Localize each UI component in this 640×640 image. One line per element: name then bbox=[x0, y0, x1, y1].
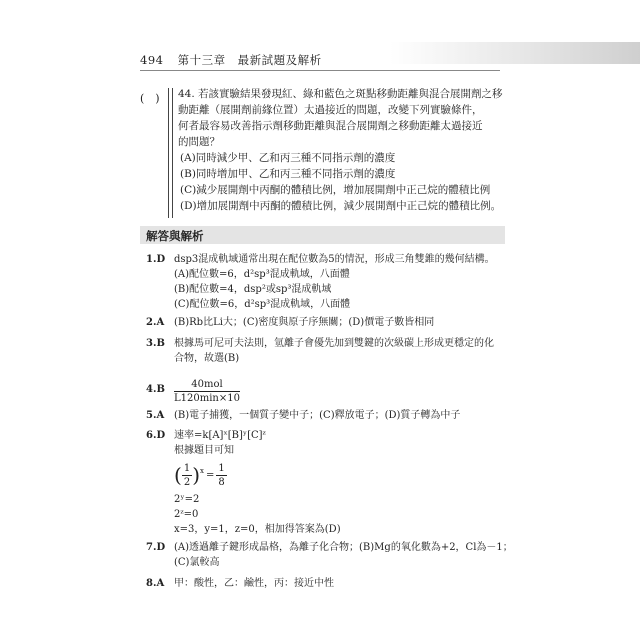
answer-line: (B)配位數=4，dsp²或sp³混成軌域 bbox=[174, 284, 332, 295]
answer-number: 3.B bbox=[146, 338, 165, 349]
fraction bbox=[216, 462, 226, 489]
answer-number: 4.B bbox=[146, 384, 165, 395]
answer-number: 8.A bbox=[146, 578, 165, 589]
question-line: 的問題？ bbox=[178, 136, 220, 148]
answer-line: (C)氯較高 bbox=[174, 557, 220, 568]
fraction-denominator: L120min×10 bbox=[174, 393, 240, 404]
question-line: 何者最容易改善指示劑移動距離與混合展開劑之移動距離太過接近 bbox=[178, 120, 483, 132]
option-b: (B)同時增加甲、乙和丙三種不同指示劑的濃度 bbox=[180, 168, 396, 180]
answer-line: dsp3混成軌域通常出現在配位數為5的情況，形成三角雙錐的幾何結構。 bbox=[174, 254, 495, 265]
answer-number: 5.A bbox=[146, 410, 165, 421]
answer-number: 1.D bbox=[146, 254, 166, 265]
answer-line: 合物，故選(B) bbox=[174, 353, 240, 364]
question-margin-bars bbox=[168, 88, 173, 218]
option-c: (C)減少展開劑中丙酮的體積比例，增加展開劑中正己烷的體積比例 bbox=[180, 184, 491, 196]
answer-line: 2ᶻ=0 bbox=[174, 509, 199, 520]
question-line: 動距離（展開劑前緣位置）太過接近的問題，改變下列實驗條件， bbox=[178, 104, 483, 116]
question-line: 44. 若該實驗結果發現紅、綠和藍色之斑點移動距離與混合展開劑之移 bbox=[178, 88, 503, 100]
page-header bbox=[140, 52, 322, 68]
equation: ( $\frac{1}{2}$ ) $^x$ = $\frac{1}{8}$ bbox=[174, 462, 225, 488]
answer-line: (B)Rb比Li大；(C)密度與原子序無關；(D)價電子數皆相同 bbox=[174, 317, 435, 328]
answer-line: 2ʸ=2 bbox=[174, 494, 200, 505]
answer-line: (B)電子捕獲，一個質子變中子；(C)釋放電子；(D)質子轉為中子 bbox=[174, 410, 461, 421]
fraction bbox=[174, 378, 240, 405]
answer-line: 甲：酸性，乙：鹼性，丙：接近中性 bbox=[174, 578, 334, 589]
answer-line: (C)配位數=6，d²sp³混成軌域，八面體 bbox=[174, 299, 351, 310]
answer-line: 速率=k[A]ˣ[B]ʸ[C]ᶻ bbox=[174, 430, 266, 441]
header-gradient bbox=[390, 42, 640, 64]
option-d: (D)增加展開劑中丙酮的體積比例，減少展開劑中正己烷的體積比例。 bbox=[180, 200, 502, 212]
answer-number: 7.D bbox=[146, 542, 166, 553]
exponent: x bbox=[200, 467, 204, 475]
answer-line: 根據題目可知 bbox=[174, 445, 234, 456]
paren-fraction: ( $\frac{1}{2}$ ) bbox=[174, 462, 200, 488]
page-number: 494 bbox=[140, 53, 164, 67]
answer-line: (A)配位數=6，d²sp³混成軌域，八面體 bbox=[174, 269, 350, 280]
answer-line: x=3，y=1，z=0，相加得答案為(D) bbox=[174, 524, 341, 535]
fraction-numerator: 1 bbox=[183, 462, 191, 474]
answer-blank: ( ) bbox=[140, 92, 160, 105]
answer-number: 2.A bbox=[146, 317, 165, 328]
header-rule bbox=[140, 70, 500, 71]
fraction-denominator: 2 bbox=[183, 476, 191, 488]
answer-number: 6.D bbox=[146, 430, 166, 441]
fraction-numerator: 1 bbox=[218, 462, 225, 474]
fraction-numerator: 40mol bbox=[174, 378, 240, 392]
fraction-denominator: 8 bbox=[218, 476, 225, 488]
question-44 bbox=[178, 86, 508, 214]
chapter-title: 第十三章 最新試題及解析 bbox=[177, 53, 322, 67]
answer-line: 根據馬可尼可夫法則，氫離子會優先加到雙鍵的次級碳上形成更穩定的化 bbox=[174, 338, 494, 349]
section-title: 解答與解析 bbox=[146, 229, 204, 243]
answer-line: (A)透過離子鍵形成晶格，為離子化合物；(B)Mg的氧化數為+2，Cl為－1； bbox=[174, 542, 513, 553]
option-a: (A)同時減少甲、乙和丙三種不同指示劑的濃度 bbox=[180, 152, 396, 164]
